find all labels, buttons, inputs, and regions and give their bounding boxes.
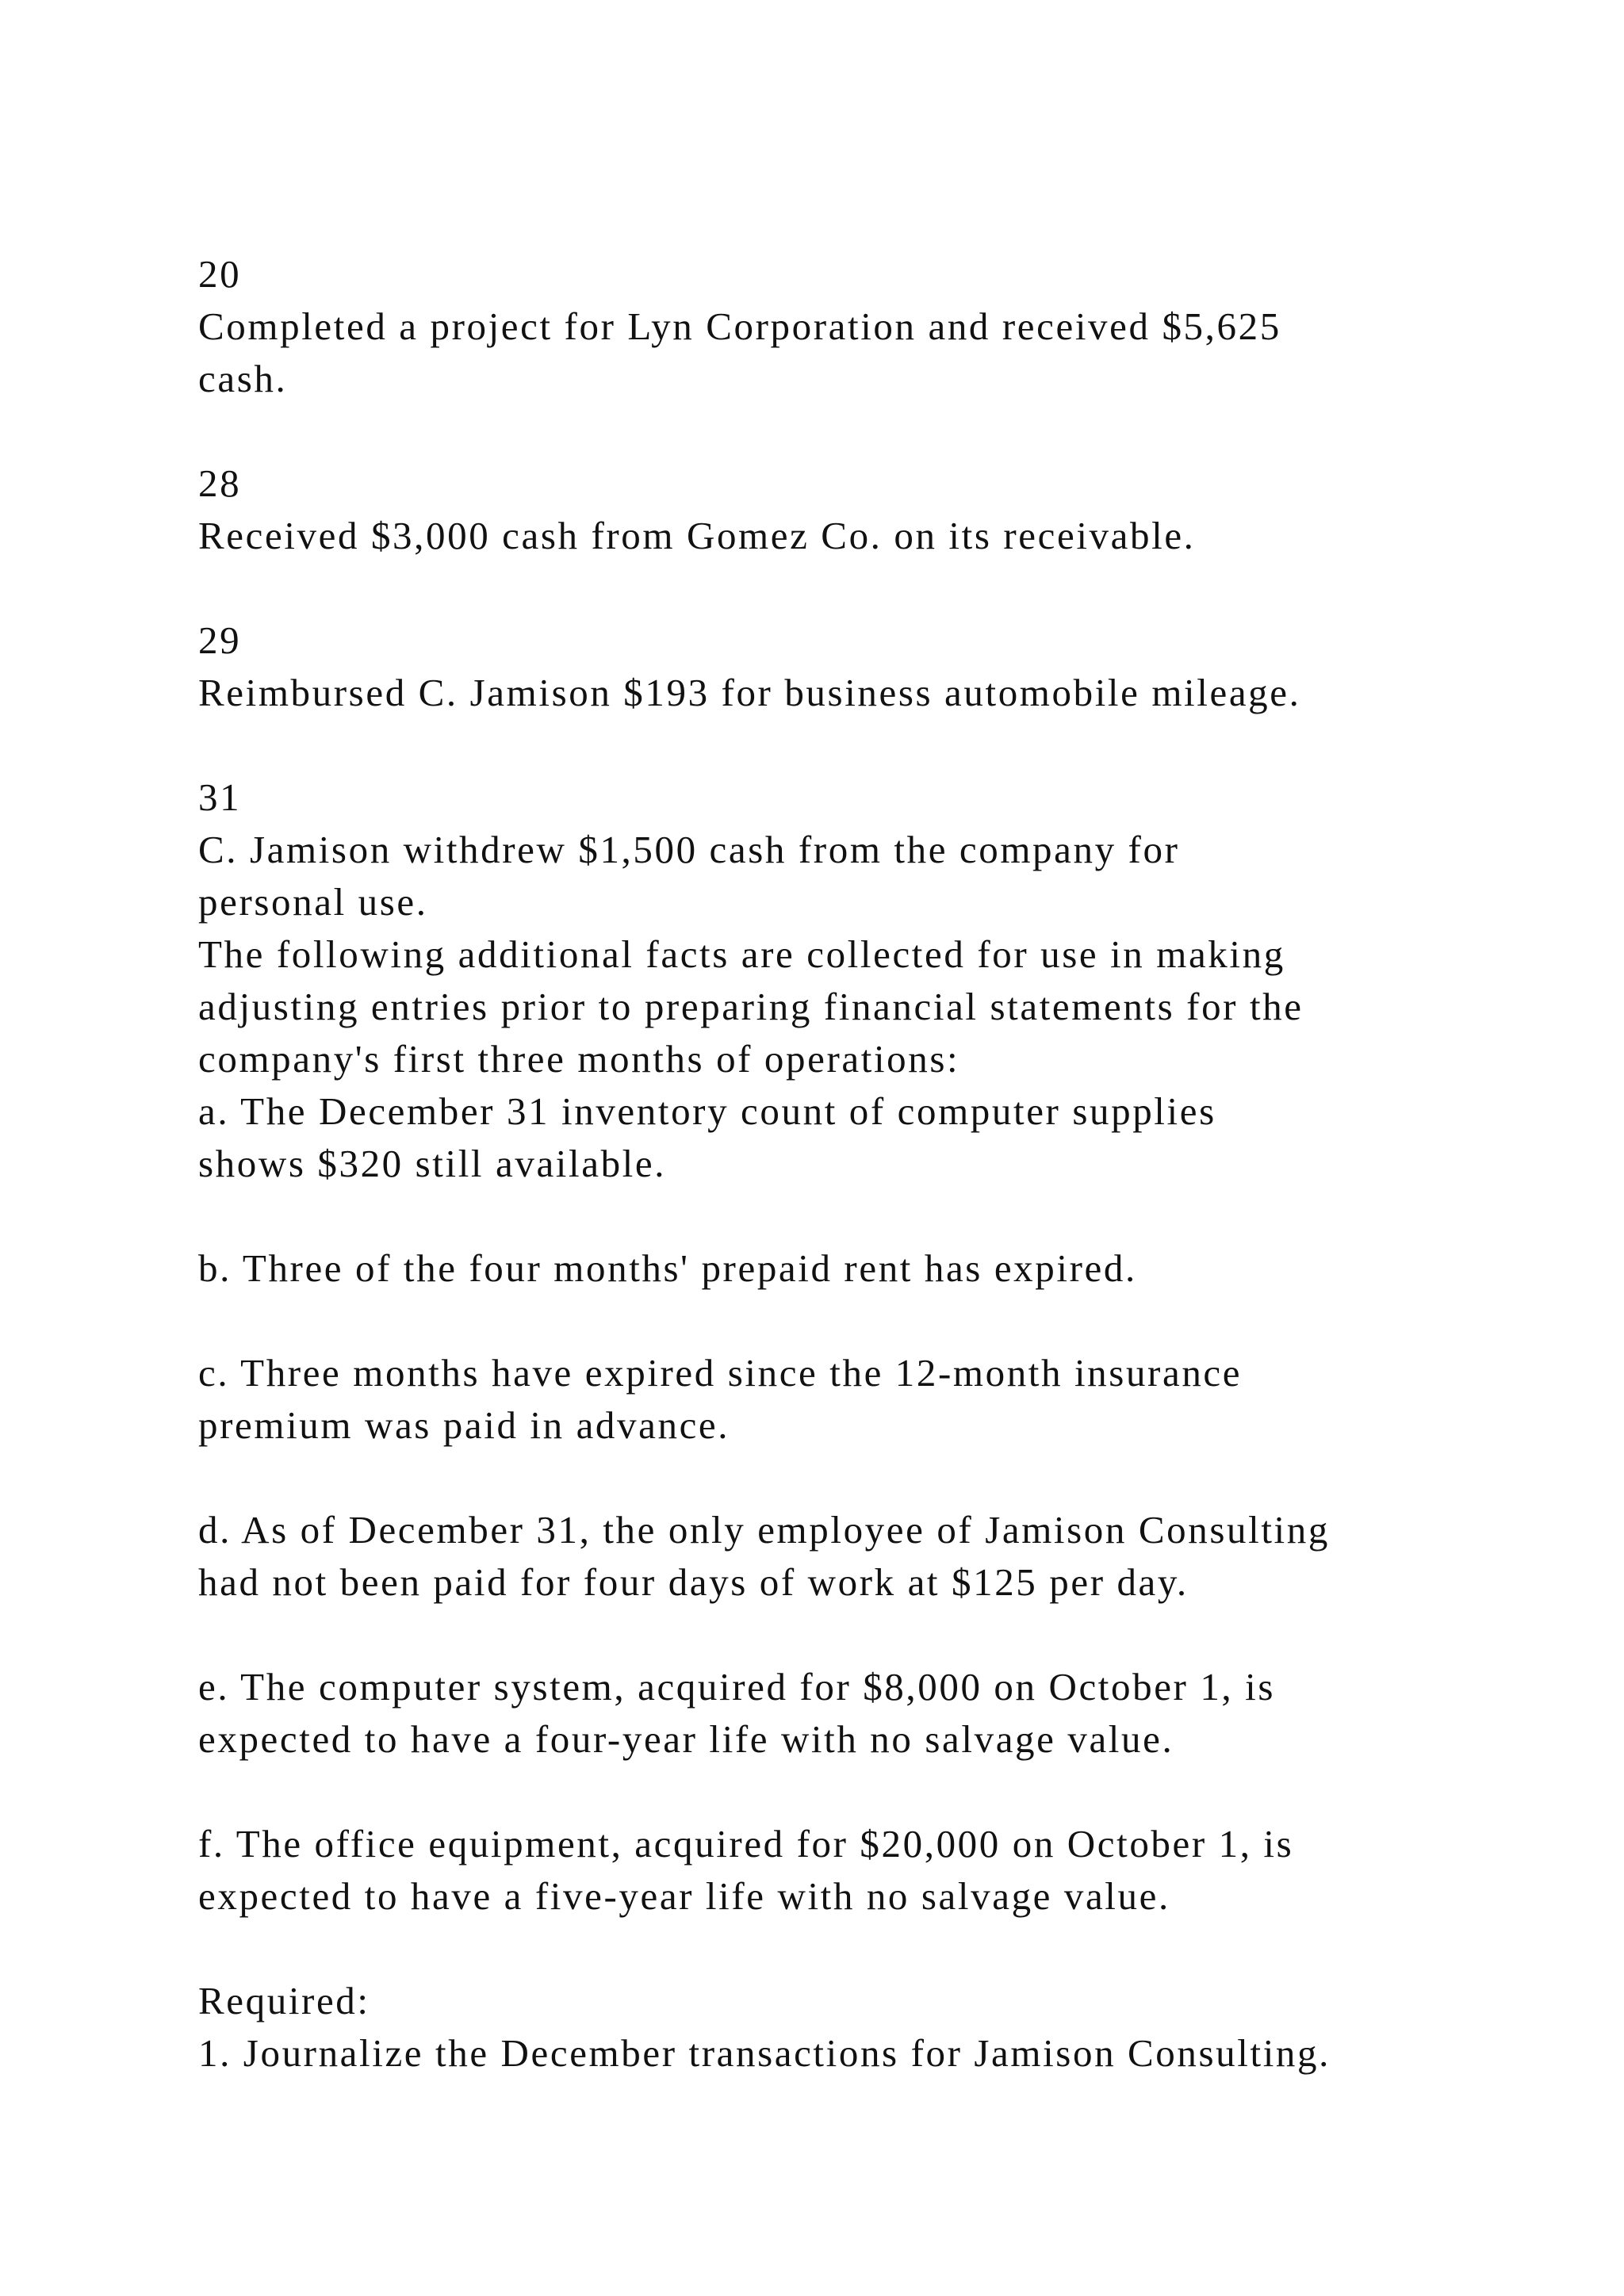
intro-line: company's first three months of operations:: [198, 1037, 960, 1081]
document-page: [198, 248, 1546, 2080]
paragraph-gap: [198, 1923, 1546, 1975]
adjustment-fact: [198, 1818, 1546, 1923]
fact-line: d. As of December 31, the only employee of Jamison Consulting: [198, 1508, 1330, 1552]
transaction-entry: [198, 248, 1546, 405]
paragraph-gap: [198, 562, 1546, 614]
intro-paragraph: [198, 928, 1546, 1085]
transaction-date: 20: [198, 252, 242, 296]
intro-line: The following additional facts are collected for use in making: [198, 932, 1285, 976]
transaction-date: 29: [198, 618, 242, 662]
paragraph-gap: [198, 1295, 1546, 1347]
fact-line: f. The office equipment, acquired for $20,000 on October 1, is: [198, 1822, 1294, 1866]
fact-line: expected to have a four-year life with no salvage value.: [198, 1717, 1174, 1761]
paragraph-gap: [198, 1766, 1546, 1818]
transaction-description-line: C. Jamison withdrew $1,500 cash from the company for: [198, 828, 1180, 871]
required-item: 1. Journalize the December transactions for Jamison Consulting.: [198, 2031, 1331, 2075]
intro-line: adjusting entries prior to preparing financial statements for the: [198, 985, 1304, 1028]
paragraph-gap: [198, 719, 1546, 771]
fact-line: e. The computer system, acquired for $8,000 on October 1, is: [198, 1665, 1276, 1709]
adjustment-fact: [198, 1242, 1546, 1295]
adjustment-fact: [198, 1085, 1546, 1190]
required-section: [198, 1975, 1546, 2080]
adjustment-fact: [198, 1661, 1546, 1766]
transaction-description-line: Received $3,000 cash from Gomez Co. on its receivable.: [198, 514, 1196, 557]
transaction-date: 31: [198, 775, 242, 819]
transaction-entry: [198, 614, 1546, 719]
fact-line: b. Three of the four months' prepaid rent has expired.: [198, 1246, 1137, 1290]
adjustment-fact: [198, 1504, 1546, 1609]
transaction-description-line: personal use.: [198, 880, 428, 924]
transaction-date: 28: [198, 461, 242, 505]
fact-line: premium was paid in advance.: [198, 1403, 730, 1447]
paragraph-gap: [198, 1609, 1546, 1661]
paragraph-gap: [198, 1452, 1546, 1504]
required-heading: Required:: [198, 1979, 370, 2022]
transaction-entry: [198, 457, 1546, 562]
fact-line: shows $320 still available.: [198, 1142, 667, 1185]
transaction-description-line: Reimbursed C. Jamison $193 for business automobile mileage.: [198, 671, 1301, 714]
transaction-description-line: cash.: [198, 357, 288, 400]
adjustment-fact: [198, 1347, 1546, 1452]
paragraph-gap: [198, 1190, 1546, 1242]
paragraph-gap: [198, 405, 1546, 457]
fact-line: c. Three months have expired since the 12-month insurance: [198, 1351, 1243, 1395]
fact-line: expected to have a five-year life with no salvage value.: [198, 1874, 1170, 1918]
transaction-entry: [198, 771, 1546, 928]
transaction-description-line: Completed a project for Lyn Corporation and received $5,625: [198, 304, 1281, 348]
fact-line: a. The December 31 inventory count of computer supplies: [198, 1089, 1216, 1133]
fact-line: had not been paid for four days of work at $125 per day.: [198, 1560, 1189, 1604]
